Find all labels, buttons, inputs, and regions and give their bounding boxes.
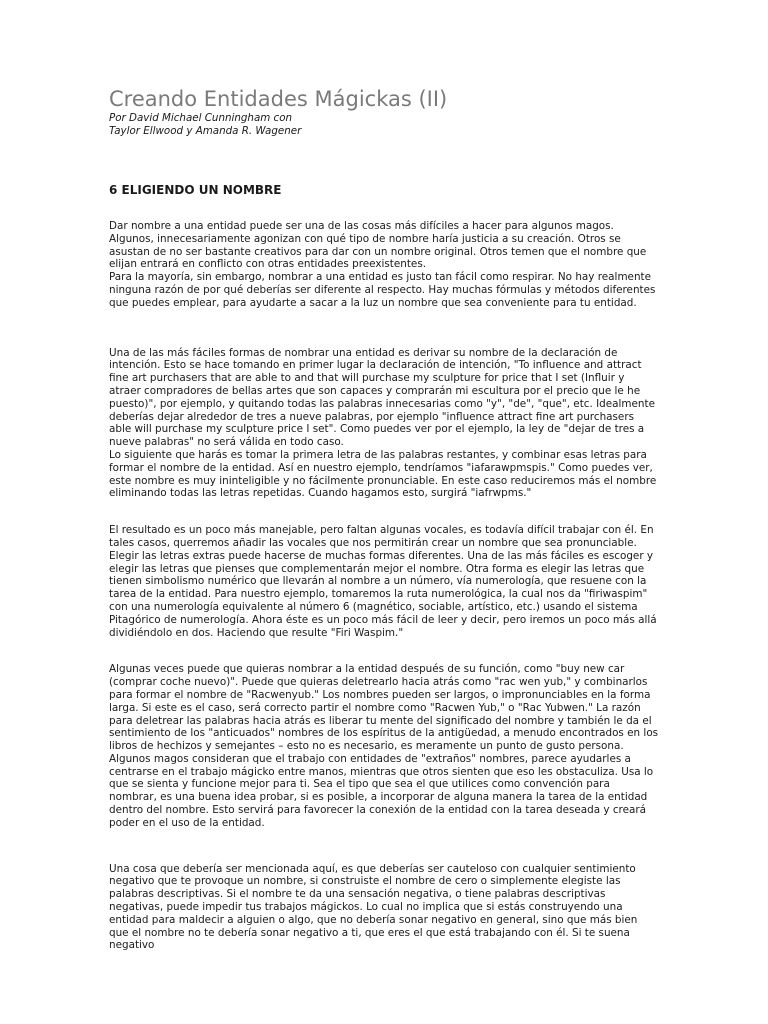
document-title: Creando Entidades Mágickas (II) bbox=[109, 87, 448, 111]
paragraph-group bbox=[109, 220, 659, 310]
paragraph-group bbox=[109, 524, 659, 639]
body-paragraph: Para la mayoría, sin embargo, nombrar a una entidad es justo tan fácil como respirar. No hay realmente ninguna razón de por qué deberías ser diferente al respecto. Hay muchas fórmulas y métodos diferentes que puedes emplear, para ayudarte a sacar a la luz un nombre que sea conveniente para tu entidad. bbox=[109, 271, 656, 309]
body-paragraph: Algunos magos consideran que el trabajo con entidades de "extraños" nombres, parece ayudarles a centrarse en el trabajo mágicko entre manos, mientras que otros sienten que eso les obstaculiza. Usa lo que se sienta y funcione mejor para ti. Sea el tipo que sea el que utilices como convención para nombrar, es una buena idea probar, si es posible, a incorporar de alguna manera la tarea de la entidad dentro del nombre. Esto servirá para favorecer la conexión de la entidad con la tarea deseada y creará poder en el uso de la entidad. bbox=[109, 752, 654, 829]
author-credits bbox=[109, 112, 659, 138]
body-paragraph: Una de las más fáciles formas de nombrar una entidad es derivar su nombre de la declaración de intención. Esto se hace tomando en primer lugar la declaración de intención, "To influence and attract fine art purchasers that are able to and that will purchase my sculpture for price that I set (Influir y atraer compradores de bellas artes que son capaces y comprarán mi escultura por el precio que le he puesto)", por ejemplo, y quitando todas las palabras innecesarias como "y", "de", "que", etc. Idealmente deberías dejar alrededor de tres a nueve palabras, por ejemplo "influence attract fine art purchasers able will purchase my sculpture price I set". Como puedes ver por el ejemplo, la ley de "dejar de tres a nueve palabras" no será válida en todo caso. bbox=[109, 346, 655, 449]
body-paragraph: Algunas veces puede que quieras nombrar a la entidad después de su función, como "buy new car (comprar coche nuevo)". Puede que quieras deletrearlo hacia atrás como "rac wen yub," y combinarlos para formar el nombre de "Racwenyub." Los nombres pueden ser largos, o impronunciables en la forma larga. Si este es el caso, será correcto partir el nombre como "Racwen Yub," o "Rac Yubwen." La razón para deletrear las palabras hacia atrás es liberar tu mente del significado del nombre y también le da el sentimiento de los "anticuados" nombres de los espíritus de la antigüedad, a menudo encontrados en los libros de hechizos y semejantes – esto no es necesario, es meramente un punto de gusto persona. bbox=[109, 663, 659, 753]
author-line: Por David Michael Cunningham con bbox=[109, 112, 293, 124]
body-paragraph: Dar nombre a una entidad puede ser una de las cosas más difíciles a hacer para algunos magos. Algunos, innecesariamente agonizan con qué tipo de nombre haría justicia a su creación. Otros se asustan de no ser bastante creativos para dar con un nombre original. Otros temen que el nombre que elijan entrará en conflicto con otras entidades preexistentes. bbox=[109, 220, 647, 271]
body-paragraph: Lo siguiente que harás es tomar la primera letra de las palabras restantes, y combinar esas letras para formar el nombre de la entidad. Así en nuestro ejemplo, tendríamos "iafarawpmspis." Como puedes ver, este nombre es muy ininteligible y no fácilmente pronunciable. En este caso reduciremos más el nombre eliminando todas las letras repetidas. Cuando hagamos esto, surgirá "iafrwpms." bbox=[109, 448, 657, 500]
paragraph-group bbox=[109, 863, 659, 953]
body-paragraph: El resultado es un poco más manejable, pero faltan algunas vocales, es todavía difícil trabajar con él. En tales casos, querremos añadir las vocales que nos permitirán crear un nombre que sea pronunciable. Elegir las letras extras puede hacerse de muchas formas diferentes. Una de las más fáciles es escoger y elegir las letras que pienses que complementarán mejor el nombre. Otra forma es elegir las letras que tienen simbolismo numérico que llevarán al nombre a un número, vía numerología, que resuene con la tarea de la entidad. Para nuestro ejemplo, tomaremos la ruta numerológica, la cual nos da "firiwaspim" con una numerología equivalente al número 6 (magnético, sociable, artístico, etc.) usando el sistema Pitagórico de numerología. Ahora éste es un poco más fácil de leer y decir, pero iremos un poco más allá dividiéndolo en dos. Haciendo que resulte "Firi Waspim." bbox=[109, 524, 657, 639]
paragraph-group bbox=[109, 347, 659, 501]
section-heading: 6 ELIGIENDO UN NOMBRE bbox=[109, 183, 282, 197]
paragraph-group bbox=[109, 663, 659, 829]
author-line: Taylor Ellwood y Amanda R. Wagener bbox=[109, 125, 302, 137]
document-content bbox=[109, 86, 659, 952]
body-paragraph: Una cosa que debería ser mencionada aquí, es que deberías ser cauteloso con cualquier sentimiento negativo que te provoque un nombre, si construiste el nombre de cero o simplemente elegiste las palabras descriptivas. Si el nombre te da una sensación negativa, o tiene palabras descriptivas negativas, puede impedir tus trabajos mágickos. Lo cual no implica que si estás construyendo una entidad para maldecir a alguien o algo, que no debería sonar negativo en general, sino que más bien que el nombre no te debería sonar negativo a ti, que eres el que está trabajando con él. Si te suena negativo bbox=[109, 862, 638, 952]
